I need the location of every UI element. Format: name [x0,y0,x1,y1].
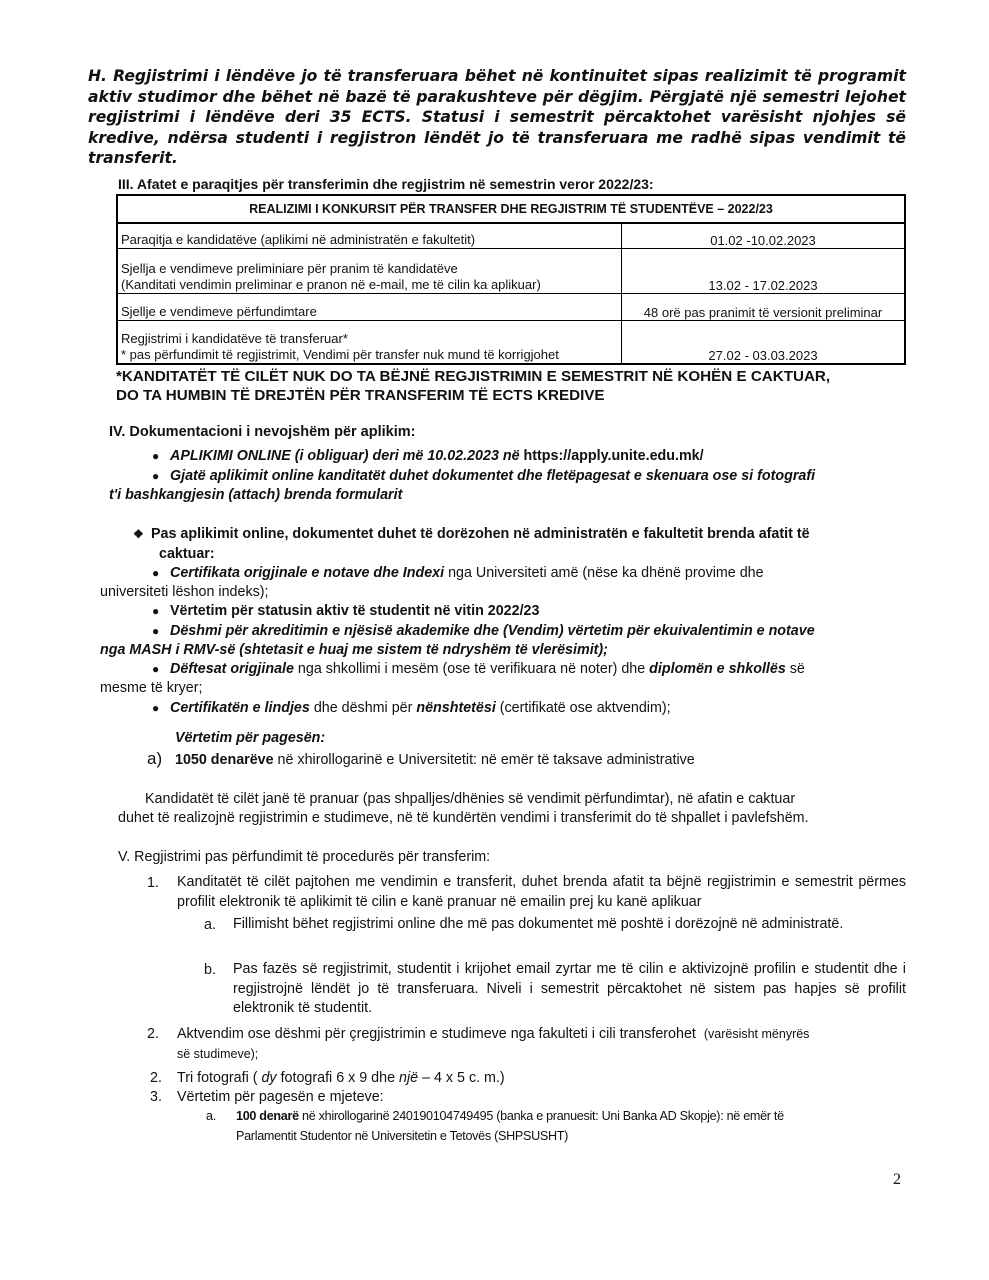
list-item-4: Vërtetim për pagesën e mjeteve: [177,1089,384,1105]
list-letter: b. [204,962,216,978]
document-item-cont: mesme të kryer; [100,680,203,696]
item-letter: a) [147,749,163,768]
table-row [117,249,905,294]
document-item-cont: universiteti lëshon indeks); [100,584,269,600]
document-item-cont: nga MASH i RMV-së (shtetasit e huaj me sistem të ndryshëm të vlerësimit); [100,642,608,658]
list-number: 2. [150,1070,162,1086]
table-cell-label: Paraqitja e kandidatëve (aplikimi në administratën e fakultetit) [117,223,622,249]
list-number: 3. [150,1089,162,1105]
payment-item: a) 1050 denarëve në xhirollogarinë e Universitetit: në emër të taksave administrative [147,749,695,768]
table-cell-value: 27.02 - 03.03.2023 [622,321,906,365]
list-item-4a-cont: Parlamentit Studentor në Universitetin e Tetovës (SHPSUSHT) [236,1129,569,1143]
list-item-2-cont: së studimeve); [177,1047,259,1061]
online-application-item: ● APLIKIMI ONLINE (i obliguar) deri më 10.02.2023 në https://apply.unite.edu.mk/ [152,448,704,464]
table-cell-value: 01.02 -10.02.2023 [622,223,906,249]
application-url[interactable]: https://apply.unite.edu.mk/ [519,448,704,464]
attach-documents-item-cont: t'i bashkangjesin (attach) brenda formularit [109,487,403,503]
table-row [117,294,905,321]
bullet-icon: ● [152,469,160,483]
submission-instruction-cont: caktuar: [159,546,215,562]
admission-paragraph: Kandidatët të cilët janë të pranuar (pas shpalljes/dhënies së vendimit përfundimtar), në afatin e caktuar [145,791,796,807]
bullet-icon: ● [152,701,160,715]
table-cell-label: Sjellja e vendimeve preliminiare për pranim të kandidatëve (Kanditati vendimin preliminar e pranon në e-mail, me të cilin ka aplikuar) [117,249,622,294]
section-h-paragraph: H. Regjistrimi i lëndëve jo të transferuara bëhet në kontinuitet sipas realizimit të programit aktiv studimor dhe bëhet në bazë të parakushteve për dëgjim. Përgjatë një semestri lejohet regjistrimi i lëndëve deri 35 ECTS. Statusi i semestrit përcaktohet varësisht njohjes së kredive, ndërsa studenti i regjistron lëndët jo të transferuara me radhë sipas vendimit të transferit. [88,67,906,167]
bullet-icon: ● [152,604,160,618]
submission-instruction: ❖ Pas aplikimit online, dokumentet duhet të dorëzohen në administratën e fakultetit brenda afatit të [133,526,810,542]
table-row [117,223,905,249]
list-letter: a. [204,917,216,933]
list-item-3: Tri fotografi ( dy fotografi 6 x 9 dhe një – 4 x 5 c. m.) [177,1070,505,1086]
table-header: REALIZIMI I KONKURSIT PËR TRANSFER DHE REGJISTRIM TË STUDENTËVE – 2022/23 [117,195,905,223]
registration-warning: *KANDITATËT TË CILËT NUK DO TA BËJNË REGJISTRIMIN E SEMESTRIT NË KOHËN E CAKTUAR, DO TA HUMBIN TË DREJTËN PËR TRANSFERIM TË ECTS KREDIVE [116,368,831,404]
table-cell-label: Sjellje e vendimeve përfundimtare [117,294,622,321]
document-item: ● Vërtetim për statusin aktiv të studentit në vitin 2022/23 [152,603,540,619]
document-item: ● Certifikatën e lindjes dhe dëshmi për nënshtetësi (certifikatë ose aktvendim); [152,700,671,716]
bullet-icon: ● [152,624,160,638]
table-cell-value: 48 orë pas pranimit të versionit preliminar [622,294,906,321]
table-cell-value: 13.02 - 17.02.2023 [622,249,906,294]
table-row [117,321,905,365]
admission-paragraph-cont: duhet të realizojnë regjistrimin e studimeve, në të kundërtën vendimi i transferimit do të shpallet i pavlefshëm. [118,810,809,826]
bullet-icon: ● [152,566,160,580]
list-letter: a. [206,1109,216,1123]
list-item-4a: 100 denarë në xhirollogarinë 240190104749495 (banka e pranuesit: Uni Banka AD Skopje): në emër të [236,1109,784,1123]
list-item-1a: Fillimisht bëhet regjistrimi online dhe më pas dokumentet më poshtë i dorëzojnë në administratë. [233,916,844,932]
diamond-bullet-icon: ❖ [133,527,144,541]
bullet-icon: ● [152,662,160,676]
page-number: 2 [893,1171,901,1188]
document-item: ● Certifikata origjinale e notave dhe Indexi nga Universiteti amë (nëse ka dhënë provime dhe [152,565,764,581]
list-item-2: Aktvendim ose dëshmi për çregjistrimin e studimeve nga fakulteti i cili transferohet (varësisht mënyrës [177,1026,810,1042]
payment-title: Vërtetim për pagesën: [175,730,326,746]
list-item-1: Kanditatët të cilët pajtohen me vendimin e transferit, duhet brenda afatit ta bëjnë regjistrimin e semestrit përmes profilit elektronik të aplikimit të cilin e kanë pranuar në emailin prej ku kanë aplikuar [177,874,906,910]
document-item: ● Dëftesat origjinale nga shkollimi i mesëm (ose të verifikuara në noter) dhe diplomën e shkollës së [152,661,805,677]
transfer-schedule-table [116,194,906,365]
document-item: ● Dëshmi për akreditimin e njësisë akademike dhe (Vendim) vërtetim për ekuivalentimin e notave [152,623,815,639]
list-number: 2. [147,1026,159,1042]
section-iv-title: IV. Dokumentacioni i nevojshëm për aplikim: [109,424,416,440]
list-item-1b: Pas fazës së regjistrimit, studentit i krijohet email zyrtar me të cilin e aktivizojnë profilin e studentit dhe i regjistrojnë lëndët jo të transferuara. Niveli i semestrit përcaktohet në sistem pas hapjes së profilit elektronik të studentit. [233,961,906,1016]
section-iii-title: III. Afatet e paraqitjes për transferimin dhe regjistrim në semestrin veror 2022/23: [118,176,654,192]
section-v-title: V. Regjistrimi pas përfundimit të procedurës për transferim: [118,849,491,865]
bullet-icon: ● [152,449,160,463]
table-cell-label: Regjistrimi i kandidatëve të transferuar* * pas përfundimit të regjistrimit, Vendimi për transfer nuk mund të korrigjohet [117,321,622,365]
list-number: 1. [147,875,159,891]
attach-documents-item: ● Gjatë aplikimit online kanditatët duhet dokumentet dhe fletëpagesat e skenuara ose si fotografi [152,468,816,484]
